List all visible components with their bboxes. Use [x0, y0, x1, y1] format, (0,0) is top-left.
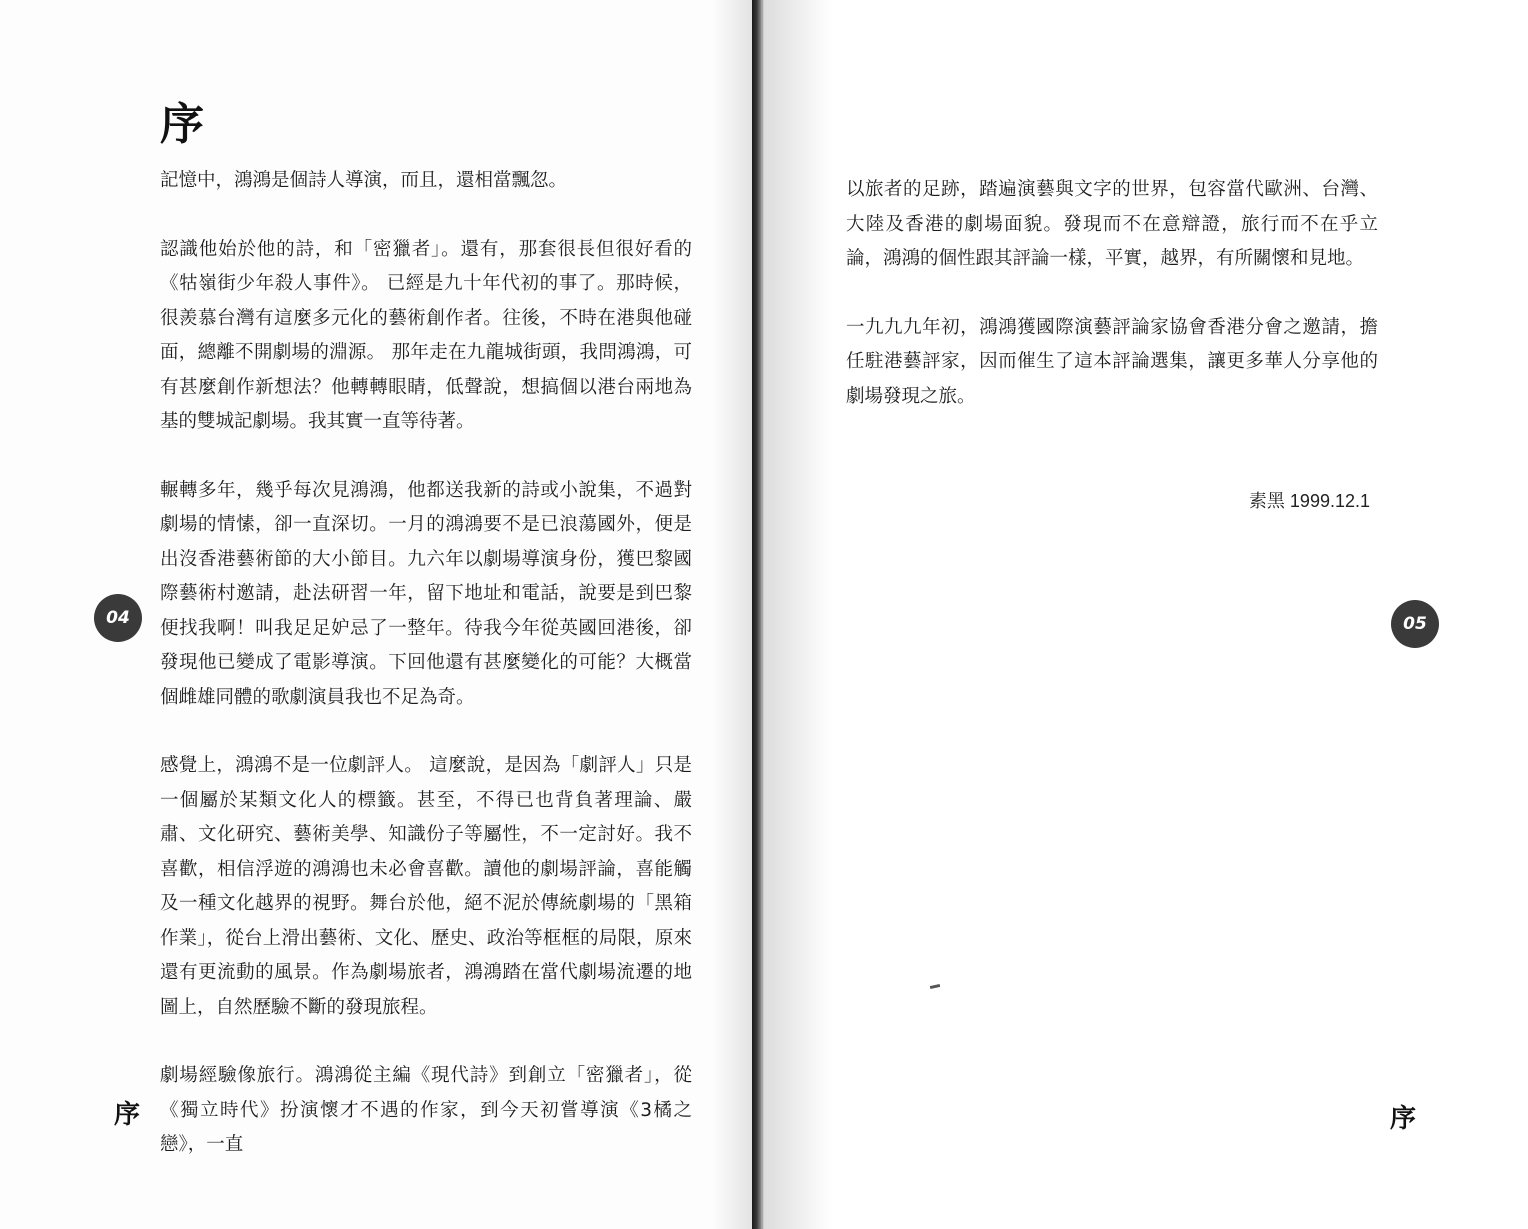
page-number-badge: 05 [1391, 600, 1439, 648]
paragraph: 以旅者的足跡，踏遍演藝與文字的世界，包容當代歐洲、台灣、大陸及香港的劇場面貌。發現而不在意辯證，旅行而不在乎立論，鴻鴻的個性跟其評論一樣，平實，越界，有所關懷和見地。 [846, 179, 1378, 269]
author-signature: 素黑 1999.12.1 [1248, 491, 1370, 511]
page-title: 序 [160, 99, 204, 150]
paragraph: 感覺上，鴻鴻不是一位劇評人。 這麼說，是因為「劇評人」只是一個屬於某類文化人的標籤。甚至，不得已也背負著理論、嚴肅、文化研究、藝術美學、知識份子等屬性，不一定討好。我不喜歡，相信浮遊的鴻鴻也未必會喜歡。讀他的劇場評論，喜能觸及一種文化越界的視野。舞台於他，絕不泥於傳統劇場的「黑箱作業」，從台上滑出藝術、文化、歷史、政治等框框的局限，原來還有更流動的風景。作為劇場旅者，鴻鴻踏在當代劇場流遷的地圖上，自然歷驗不斷的發現旅程。 [160, 755, 692, 1018]
paragraph: 劇場經驗像旅行。鴻鴻從主編《現代詩》到創立「密獵者」，從《獨立時代》扮演懷才不遇的作家，到今天初嘗導演《3橘之戀》，一直 [160, 1065, 692, 1155]
paragraph: 認識他始於他的詩，和「密獵者」。還有，那套很長但很好看的《牯嶺街少年殺人事件》。 已經是九十年代初的事了。那時候，很羨慕台灣有這麼多元化的藝術創作者。往後，不時在港與他碰面，總離不開劇場的淵源。 那年走在九龍城街頭，我問鴻鴻，可有甚麼創作新想法？他轉轉眼睛，低聲說，想搞個以港台兩地為基的雙城記劇場。我其實一直等待著。 [160, 238, 692, 432]
gutter-shadow [712, 0, 752, 1229]
footer-section-mark: 序 [1390, 1104, 1417, 1134]
footer-section-mark: 序 [114, 1100, 141, 1130]
paragraph: 輾轉多年，幾乎每次見鴻鴻，他都送我新的詩或小說集，不過對劇場的情愫，卻一直深切。一月的鴻鴻要不是已浪蕩國外，便是出沒香港藝術節的大小節目。九六年以劇場導演身份，獲巴黎國際藝術村邀請，赴法研習一年，留下地址和電話，說要是到巴黎便找我啊！叫我足足妒忌了一整年。待我今年從英國回港後，卻發現他已變成了電影導演。下回他還有甚麼變化的可能？大概當個雌雄同體的歌劇演員我也不足為奇。 [160, 479, 692, 708]
left-body-text [160, 164, 692, 1197]
paragraph: 記憶中，鴻鴻是個詩人導演，而且，還相當飄忽。 [160, 170, 568, 191]
page-number-badge: 04 [94, 594, 142, 642]
gutter-shadow-right [762, 0, 832, 1229]
paragraph: 一九九九年初，鴻鴻獲國際演藝評論家協會香港分會之邀請，擔任駐港藝評家，因而催生了這本評論選集，讓更多華人分享他的劇場發現之旅。 [846, 316, 1378, 407]
right-body-text [846, 173, 1378, 448]
